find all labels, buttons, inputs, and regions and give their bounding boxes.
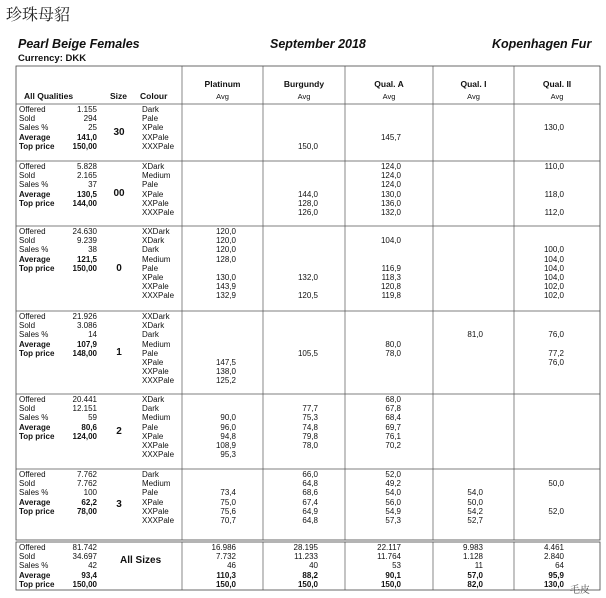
column-subheader-avg: Avg	[467, 92, 480, 101]
stat-value: 21.926	[72, 312, 97, 321]
price-cell: 118,3	[381, 273, 401, 282]
colour-label: XXXPale	[142, 141, 175, 151]
price-cell: 104,0	[380, 236, 401, 246]
price-cell: 64,9	[302, 506, 318, 516]
price-cell: 81,0	[467, 330, 483, 340]
price-cell: 120,5	[297, 291, 318, 301]
company-name: Kopenhagen Fur	[492, 37, 592, 51]
total-stat-value: 150,00	[72, 579, 97, 589]
total-cell: 4.461	[543, 543, 564, 552]
price-cell: 132,0	[297, 273, 318, 282]
size-label: 3	[116, 498, 122, 510]
size-label: 0	[116, 262, 122, 274]
price-cell: 50,0	[467, 497, 483, 507]
price-cell: 128,0	[215, 254, 236, 264]
price-cell: 57,3	[385, 516, 401, 525]
total-cell: 40	[309, 561, 318, 571]
stat-value: 38	[88, 245, 97, 255]
stat-label: Average	[19, 254, 51, 264]
price-cell: 70,2	[385, 441, 401, 450]
total-cell: 88,2	[302, 570, 318, 580]
colour-label: XXPale	[142, 367, 169, 377]
price-cell: 79,8	[302, 431, 318, 441]
stat-value: 3.086	[76, 321, 97, 331]
price-cell: 75,6	[220, 506, 236, 516]
stat-value: 80,6	[81, 422, 97, 432]
currency-label: Currency: DKK	[18, 53, 87, 64]
total-cell: 11	[474, 561, 483, 571]
colour-label: XXXPale	[142, 450, 175, 460]
price-cell: 77,2	[548, 348, 564, 358]
price-cell: 54,9	[385, 506, 401, 516]
price-cell: 54,0	[467, 488, 483, 498]
all-qualities-header: All Qualities	[24, 91, 74, 101]
stat-label: Average	[19, 422, 51, 432]
column-subheader-avg: Avg	[216, 92, 229, 101]
price-cell: 66,0	[302, 470, 318, 479]
price-cell: 144,0	[297, 189, 318, 199]
size-label: 1	[116, 346, 122, 358]
total-cell: 53	[392, 561, 401, 571]
colour-label: Pale	[142, 180, 159, 190]
stat-value: 78,00	[76, 506, 97, 516]
price-cell: 104,0	[543, 273, 564, 282]
column-subheader-avg: Avg	[550, 92, 564, 101]
column-header-qual-i: Qual. I	[460, 79, 487, 89]
size-header: Size	[110, 91, 128, 101]
colour-label: Medium	[142, 254, 171, 264]
stat-label: Top price	[19, 506, 55, 516]
price-cell: 132,0	[380, 208, 401, 217]
colour-label: XXXPale	[142, 516, 175, 525]
total-cell: 28.195	[293, 543, 318, 552]
stat-value: 59	[88, 413, 97, 423]
size-label: 30	[113, 126, 125, 138]
stat-label: Sold	[19, 321, 36, 331]
colour-label: XPale	[142, 189, 164, 199]
total-stat-label: Top price	[19, 579, 55, 589]
stat-label: Offered	[19, 105, 46, 114]
stat-label: Top price	[19, 198, 55, 208]
price-cell: 52,0	[385, 470, 401, 479]
stat-label: Average	[19, 189, 51, 199]
total-cell: 9.983	[462, 543, 483, 552]
price-cell: 75,0	[220, 497, 236, 507]
size-label: 2	[116, 425, 122, 437]
price-cell: 96,0	[220, 422, 236, 432]
colour-label: Medium	[142, 479, 171, 489]
stat-label: Offered	[19, 395, 46, 404]
price-cell: 78,0	[302, 441, 318, 450]
stat-label: Sales %	[19, 330, 49, 340]
price-cell: 110,0	[544, 162, 564, 171]
total-cell: 57,0	[467, 570, 483, 580]
total-cell: 16.986	[211, 543, 236, 552]
stat-label: Offered	[19, 227, 46, 236]
total-stat-value: 93,4	[81, 570, 97, 580]
stat-label: Sold	[19, 171, 36, 181]
stat-label: Offered	[19, 312, 46, 321]
colour-label: XXXPale	[142, 208, 175, 217]
colour-label: XPale	[142, 123, 164, 133]
stat-value: 9.239	[76, 236, 97, 246]
colour-label: XXPale	[142, 198, 169, 208]
colour-label: Dark	[142, 330, 159, 340]
colour-label: XDark	[142, 321, 165, 331]
price-cell: 49,2	[385, 479, 401, 489]
report-title: Pearl Beige Females	[18, 37, 140, 51]
stat-value: 148,00	[72, 348, 97, 358]
stat-value: 141,0	[76, 132, 97, 142]
price-cell: 70,7	[220, 516, 236, 525]
stat-value: 25	[88, 123, 97, 133]
price-cell: 132,9	[215, 291, 236, 301]
stat-label: Offered	[19, 470, 46, 479]
colour-label: Medium	[142, 171, 171, 181]
colour-label: Dark	[142, 245, 159, 255]
total-cell: 1.128	[462, 552, 483, 562]
stat-label: Sold	[19, 114, 36, 124]
total-cell: 110,3	[216, 570, 236, 580]
stat-value: 14	[88, 330, 97, 340]
price-cell: 80,0	[385, 339, 401, 349]
total-cell: 46	[227, 561, 236, 571]
price-cell: 130,0	[380, 189, 401, 199]
colour-label: Medium	[142, 339, 171, 349]
total-stat-value: 81.742	[72, 543, 97, 552]
stat-value: 2.165	[76, 171, 97, 181]
colour-label: XDark	[142, 162, 165, 171]
colour-label: XXPale	[142, 282, 169, 292]
price-cell: 100,0	[543, 245, 564, 255]
total-cell: 7.732	[215, 552, 236, 562]
stat-label: Sales %	[19, 413, 49, 423]
colour-label: Dark	[142, 105, 159, 114]
price-cell: 125,2	[215, 376, 236, 386]
price-cell: 74,8	[302, 422, 318, 432]
total-stat-label: Offered	[19, 543, 46, 552]
report-date: September 2018	[270, 37, 366, 51]
stat-value: 130,5	[76, 189, 97, 199]
size-label: 00	[113, 187, 125, 199]
colour-label: XXPale	[142, 506, 169, 516]
colour-label: Medium	[142, 413, 171, 423]
colour-label: Pale	[142, 488, 159, 498]
colour-label: XXXPale	[142, 376, 175, 386]
stat-label: Top price	[19, 348, 55, 358]
price-cell: 94,8	[220, 431, 236, 441]
total-cell: 130,0	[543, 579, 564, 589]
price-cell: 102,0	[543, 282, 564, 292]
stat-label: Top price	[19, 141, 55, 151]
price-cell: 52,0	[548, 506, 564, 516]
price-cell: 150,0	[297, 141, 318, 151]
total-cell: 64	[555, 561, 564, 571]
stat-value: 121,5	[76, 254, 97, 264]
price-cell: 130,0	[543, 123, 564, 133]
total-stat-label: Sold	[19, 552, 36, 562]
price-cell: 120,0	[215, 236, 236, 246]
stat-value: 5.828	[76, 162, 97, 171]
price-cell: 76,0	[548, 330, 564, 340]
price-cell: 95,3	[220, 450, 236, 460]
price-cell: 119,8	[381, 291, 401, 301]
stat-label: Average	[19, 497, 51, 507]
price-cell: 73,4	[220, 488, 236, 498]
total-cell: 11.764	[377, 552, 401, 562]
colour-label: XPale	[142, 497, 164, 507]
price-cell: 104,0	[543, 254, 564, 264]
price-cell: 69,7	[385, 422, 401, 432]
colour-label: Pale	[142, 114, 159, 124]
stat-value: 150,00	[72, 263, 97, 273]
price-cell: 108,9	[215, 441, 236, 450]
total-cell: 150,0	[215, 579, 236, 589]
price-cell: 50,0	[548, 479, 564, 489]
price-cell: 112,0	[544, 208, 564, 217]
total-cell: 11.233	[294, 552, 318, 562]
price-cell: 78,0	[385, 348, 401, 358]
stat-value: 144,00	[72, 198, 97, 208]
stat-value: 1.155	[76, 105, 97, 114]
price-cell: 76,1	[385, 431, 401, 441]
stat-value: 124,00	[72, 431, 97, 441]
total-stat-label: Average	[19, 570, 51, 580]
price-cell: 124,0	[380, 162, 401, 171]
stat-value: 107,9	[76, 339, 97, 349]
colour-label: Pale	[142, 348, 159, 358]
colour-label: XPale	[142, 273, 164, 282]
price-cell: 68,4	[385, 413, 401, 423]
price-cell: 128,0	[297, 198, 318, 208]
stat-value: 100	[83, 488, 97, 498]
stat-value: 37	[88, 180, 97, 190]
total-cell: 2.840	[543, 552, 564, 562]
price-cell: 124,0	[380, 171, 401, 181]
stat-value: 62,2	[81, 497, 97, 507]
colour-label: XXDark	[142, 312, 170, 321]
column-subheader-avg: Avg	[297, 92, 311, 101]
stat-label: Sold	[19, 404, 36, 414]
stat-label: Top price	[19, 263, 55, 273]
colour-label: XXPale	[142, 441, 169, 450]
price-cell: 54,2	[467, 506, 483, 516]
total-cell: 90,1	[385, 570, 401, 580]
stat-label: Offered	[19, 162, 46, 171]
price-cell: 102,0	[543, 291, 564, 301]
price-cell: 56,0	[385, 497, 401, 507]
price-cell: 75,3	[302, 413, 318, 423]
stat-label: Top price	[19, 431, 55, 441]
price-cell: 138,0	[215, 367, 236, 377]
colour-label: XDark	[142, 236, 165, 246]
price-cell: 124,0	[380, 180, 401, 190]
stat-value: 150,00	[72, 141, 97, 151]
price-cell: 52,7	[467, 516, 483, 525]
price-cell: 76,0	[548, 358, 564, 367]
price-cell: 64,8	[302, 516, 318, 525]
stat-label: Sold	[19, 479, 36, 489]
price-cell: 126,0	[297, 208, 318, 217]
stat-label: Sales %	[19, 245, 49, 255]
stat-label: Sales %	[19, 180, 49, 190]
price-cell: 130,0	[215, 273, 236, 282]
price-cell: 145,7	[380, 132, 401, 142]
stat-value: 20.441	[72, 395, 97, 404]
price-cell: 118,0	[544, 189, 564, 199]
colour-label: XXXPale	[142, 291, 175, 301]
all-sizes-label: All Sizes	[120, 555, 162, 566]
colour-label: Dark	[142, 404, 159, 414]
column-header-qual-ii: Qual. II	[542, 79, 572, 89]
price-cell: 104,0	[543, 263, 564, 273]
price-cell: 77,7	[302, 404, 318, 414]
stat-label: Average	[19, 132, 51, 142]
colour-header: Colour	[140, 91, 168, 101]
total-cell: 22.117	[377, 543, 401, 552]
total-stat-label: Sales %	[19, 561, 49, 571]
price-cell: 136,0	[380, 198, 401, 208]
stat-label: Sold	[19, 236, 36, 246]
colour-label: XXDark	[142, 227, 170, 236]
column-header-platinum: Platinum	[204, 79, 241, 89]
page-caption: 珍珠母貂	[6, 5, 71, 24]
stat-label: Sales %	[19, 123, 49, 133]
price-cell: 54,0	[385, 488, 401, 498]
price-cell: 67,4	[302, 497, 318, 507]
price-cell: 68,0	[385, 395, 401, 404]
colour-label: Pale	[142, 263, 159, 273]
total-cell: 82,0	[467, 579, 483, 589]
colour-label: Dark	[142, 470, 159, 479]
stat-value: 12.151	[72, 404, 97, 414]
stat-value: 294	[83, 114, 97, 124]
total-cell: 95,9	[548, 570, 564, 580]
price-cell: 68,6	[302, 488, 318, 498]
stat-value: 7.762	[76, 479, 97, 489]
price-cell: 64,8	[302, 479, 318, 489]
column-subheader-avg: Avg	[382, 92, 396, 101]
price-cell: 90,0	[220, 413, 236, 423]
stat-value: 24.630	[72, 227, 97, 236]
colour-label: XXPale	[142, 132, 169, 142]
price-cell: 147,5	[215, 358, 236, 367]
total-cell: 150,0	[297, 579, 318, 589]
colour-label: XPale	[142, 431, 164, 441]
price-cell: 120,0	[215, 227, 236, 236]
total-stat-value: 42	[88, 561, 97, 571]
total-cell: 150,0	[380, 579, 401, 589]
price-cell: 120,8	[380, 282, 401, 292]
stat-label: Average	[19, 339, 51, 349]
stat-value: 7.762	[76, 470, 97, 479]
colour-label: XDark	[142, 395, 165, 404]
price-cell: 116,9	[381, 263, 401, 273]
price-cell: 67,8	[385, 404, 401, 414]
total-stat-value: 34.697	[72, 552, 97, 562]
column-header-burgundy: Burgundy	[283, 79, 325, 89]
column-header-qual-a: Qual. A	[374, 79, 404, 89]
price-cell: 105,5	[297, 348, 318, 358]
stat-label: Sales %	[19, 488, 49, 498]
price-cell: 143,9	[215, 282, 236, 292]
watermark: 毛皮	[570, 585, 590, 596]
colour-label: XPale	[142, 358, 164, 367]
colour-label: Pale	[142, 422, 159, 432]
price-cell: 120,0	[215, 245, 236, 255]
